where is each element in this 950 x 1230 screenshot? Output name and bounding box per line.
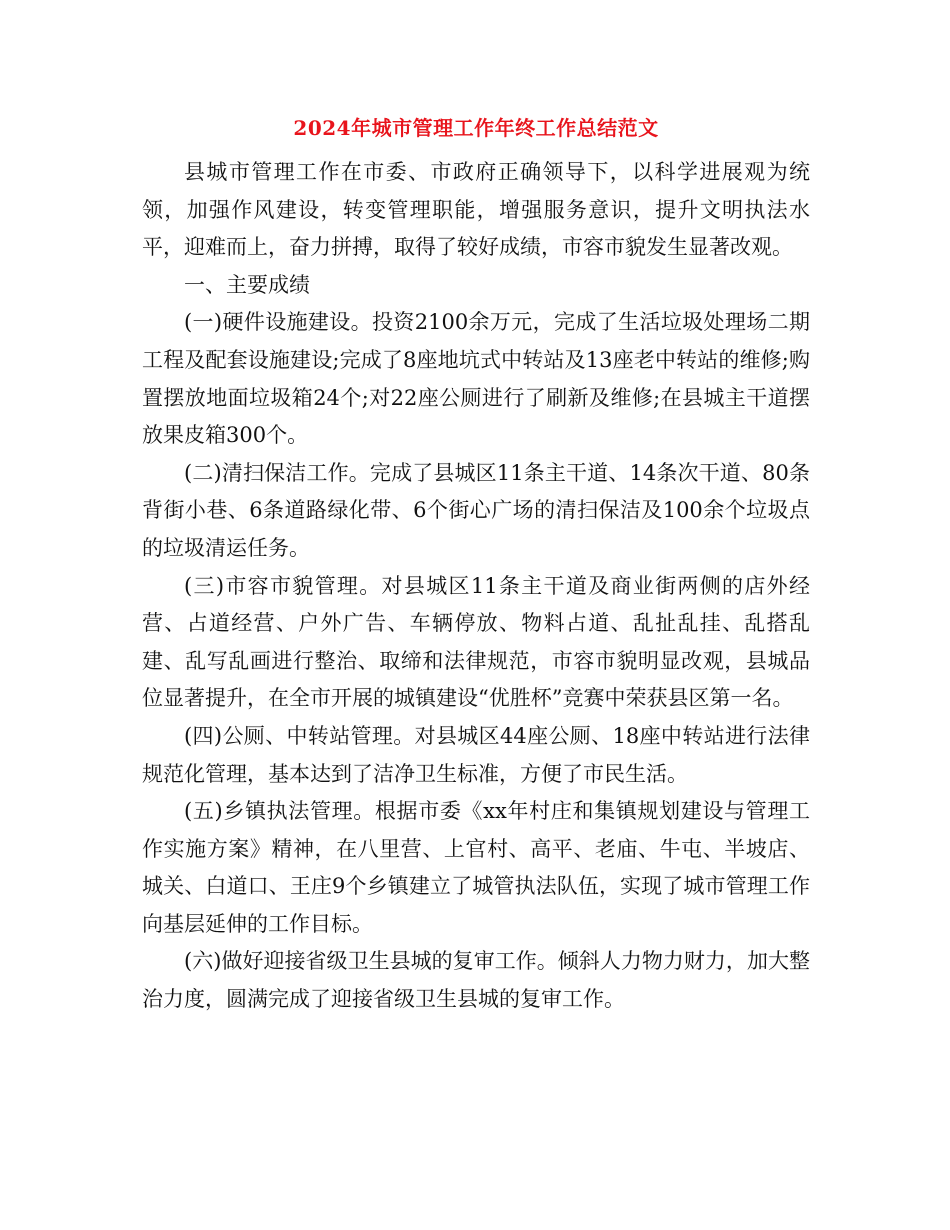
paragraph-city-appearance: (三)市容市貌管理。对县城区11条主干道及商业街两侧的店外经营、占道经营、户外广告、车辆停放、物料占道、乱扯乱挂、乱搭乱建、乱写乱画进行整治、取缔和法律规范，市容市貌明显改观，县城品位显著提升，在全市开展的城镇建设“优胜杯”竞赛中荣获县区第一名。 — [142, 573, 810, 711]
paragraph-intro: 县城市管理工作在市委、市政府正确领导下，以科学进展观为统领，加强作风建设，转变管理职能，增强服务意识，提升文明执法水平，迎难而上，奋力拼搏，取得了较好成绩，市容市貌发生显著改观。 — [142, 160, 810, 260]
paragraph-toilet-transfer-station: (四)公厕、中转站管理。对县城区44座公厕、18座中转站进行法律规范化管理，基本达到了洁净卫生标准，方便了市民生活。 — [142, 723, 810, 786]
section-heading-main-achievements: 一、主要成绩 — [184, 272, 310, 297]
paragraph-hardware-facilities: (一)硬件设施建设。投资2100余万元，完成了生活垃圾处理场二期工程及配套设施建设;完成了8座地坑式中转站及13座老中转站的维修;购置摆放地面垃圾箱24个;对22座公厕进行了刷新及维修;在县城主干道摆放果皮箱300个。 — [142, 310, 810, 448]
paragraph-health-county-review: (六)做好迎接省级卫生县城的复审工作。倾斜人力物力财力，加大整治力度，圆满完成了迎接省级卫生县城的复审工作。 — [142, 949, 810, 1012]
document-title: 2024年城市管理工作年终工作总结范文 — [293, 116, 659, 140]
paragraph-township-enforcement: (五)乡镇执法管理。根据市委《xx年村庄和集镇规划建设与管理工作实施方案》精神，在八里营、上官村、高平、老庙、牛屯、半坡店、城关、白道口、王庄9个乡镇建立了城管执法队伍，实现了城市管理工作向基层延伸的工作目标。 — [142, 799, 810, 936]
paragraph-cleaning-work: (二)清扫保洁工作。完成了县城区11条主干道、14条次干道、80条背街小巷、6条道路绿化带、6个街心广场的清扫保洁及100余个垃圾点的垃圾清运任务。 — [142, 460, 810, 560]
document-page — [142, 112, 810, 1019]
